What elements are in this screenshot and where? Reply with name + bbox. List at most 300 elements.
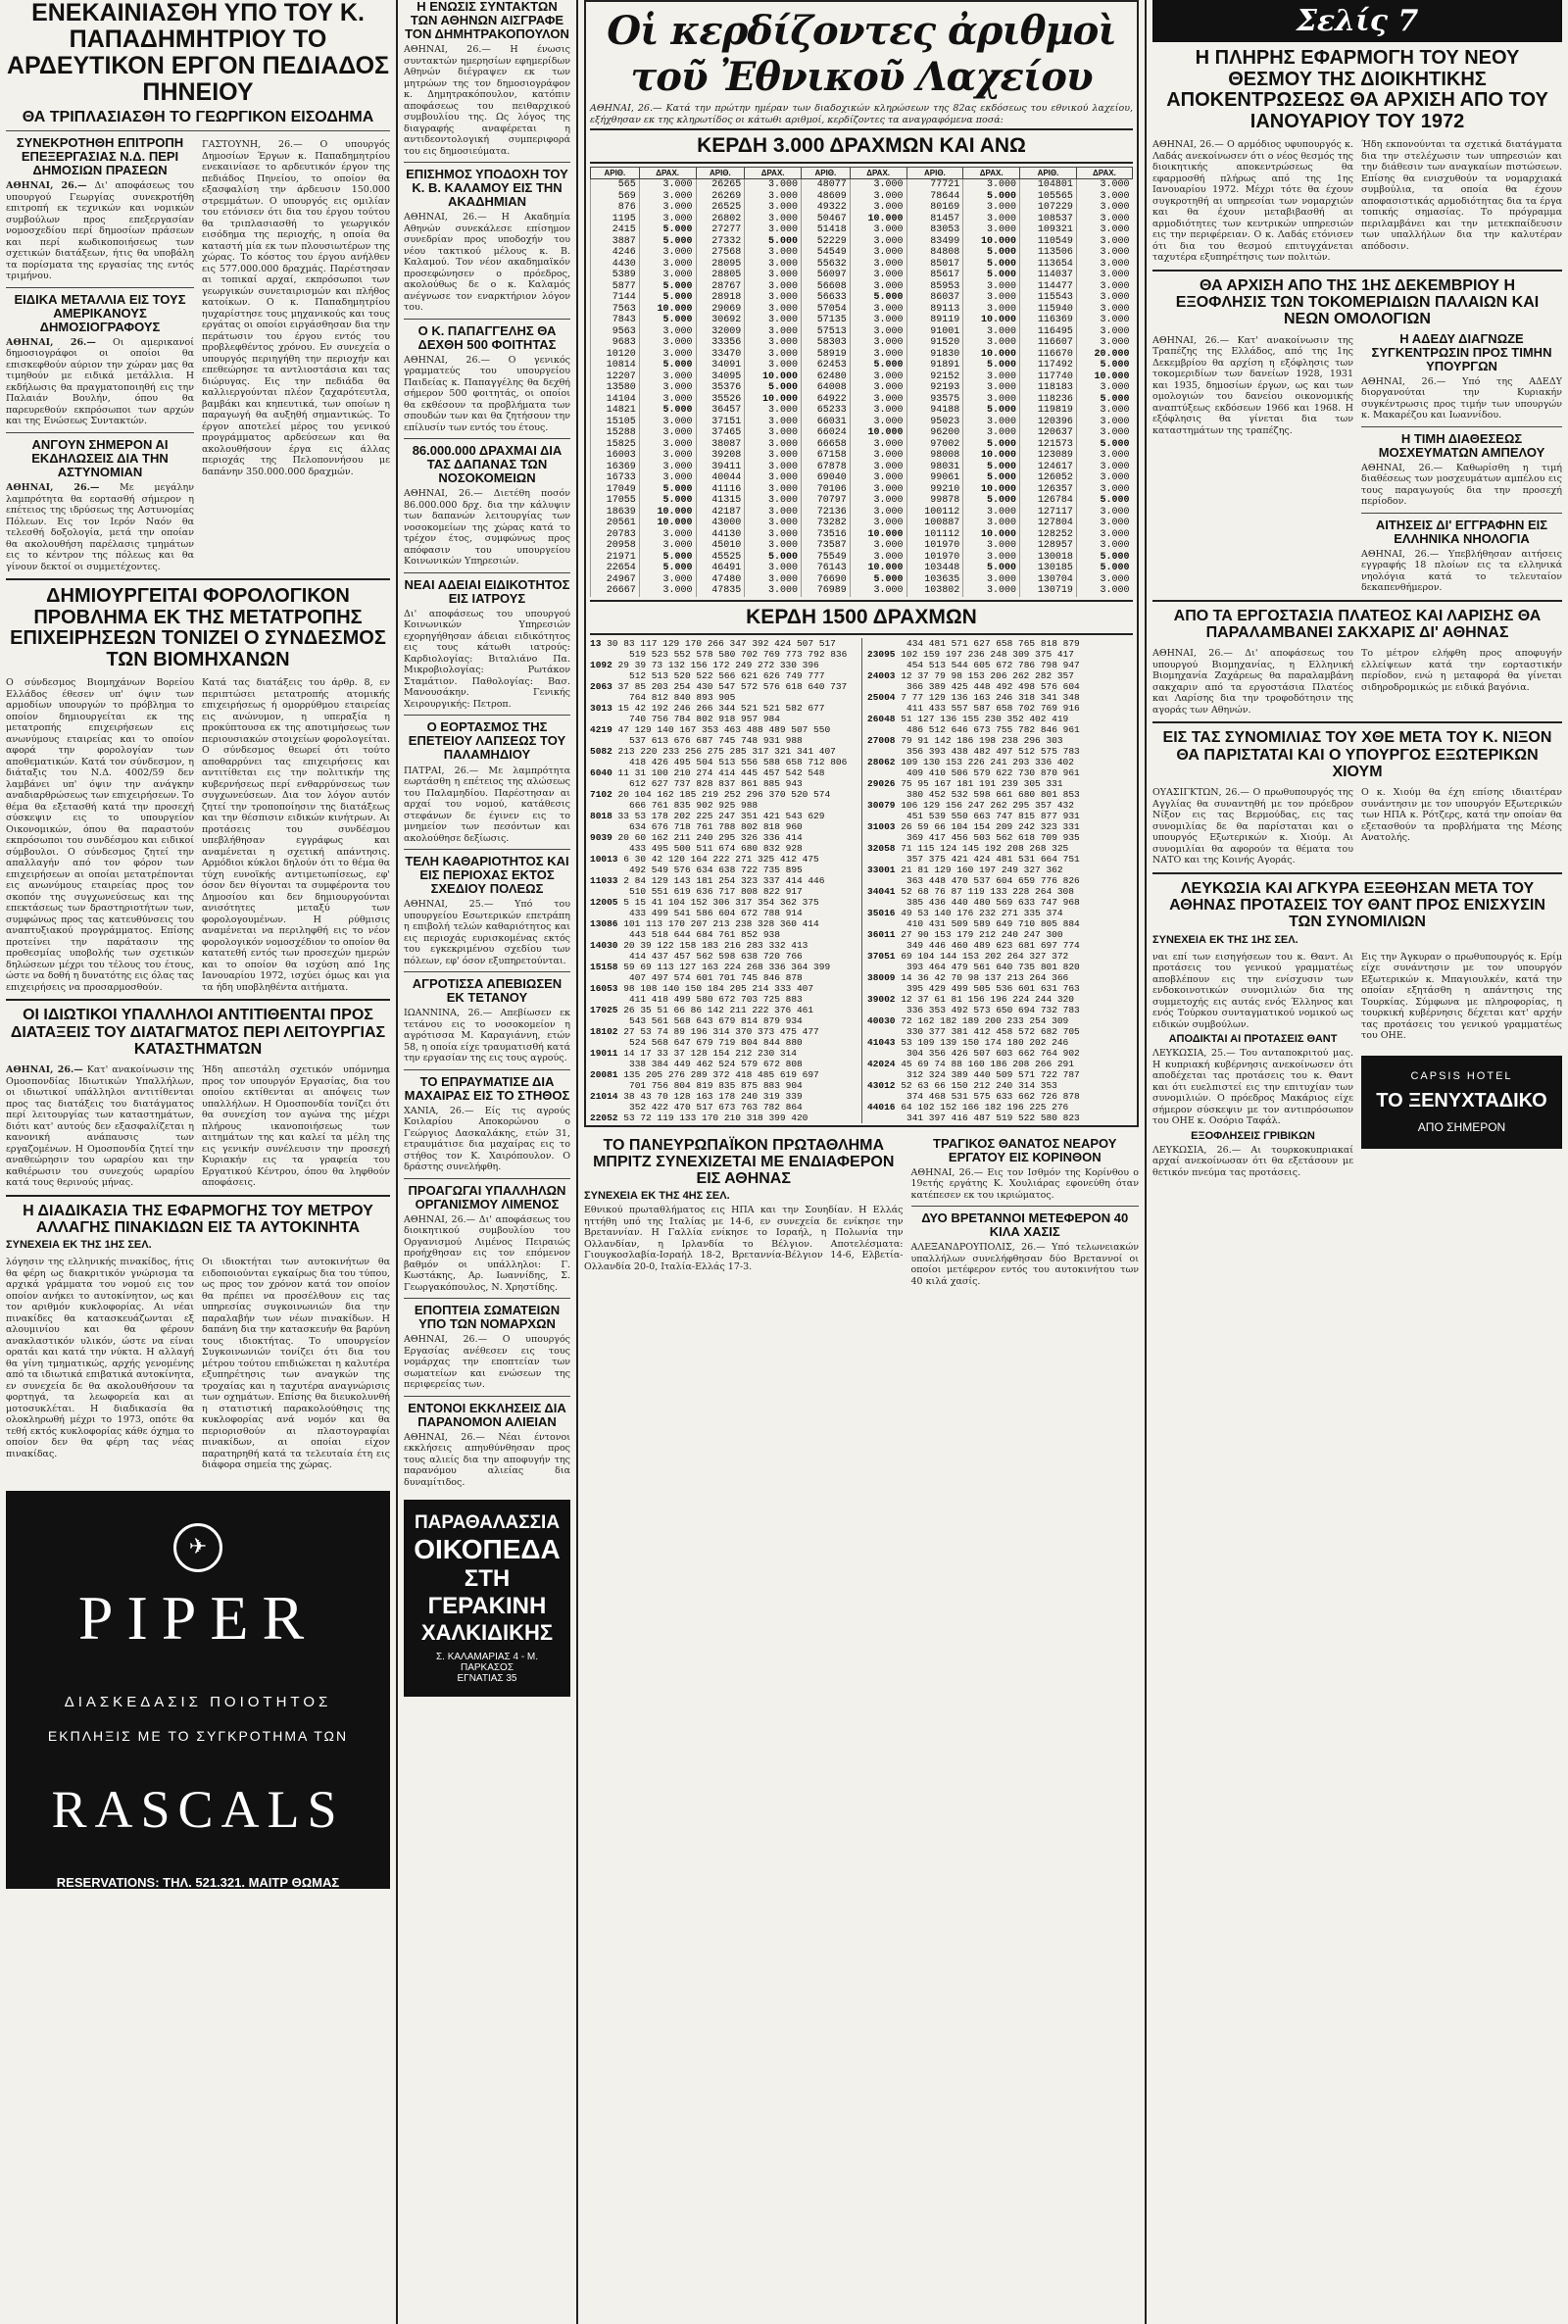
ticket-number: 14104 [591,394,640,406]
prize-amount: 3.000 [850,236,906,248]
table-row [591,585,1133,597]
ticket-number: 100112 [906,507,963,519]
table-row [591,563,1133,574]
prize-amount: 3.000 [963,202,1020,214]
prize-amount: 3.000 [1076,224,1132,236]
prize-amount: 3.000 [1076,585,1132,597]
headline-cleaning-fees: ΤΕΛΗ ΚΑΘΑΡΙΟΤΗΤΟΣ ΚΑΙ ΕΙΣ ΠΕΡΙΟΧΑΣ ΕΚΤΟΣ ΣΧΕΔΙΟΥ ΠΟΛΕΩΣ [405,854,569,897]
ticket-number: 15825 [591,439,640,451]
ticket-number: 52229 [802,236,851,248]
number-suffixes: 71 115 124 145 192 208 268 325 [901,842,1069,854]
prize-amount: 3.000 [850,552,906,564]
number-suffixes: 7 77 129 136 163 246 318 341 348 [901,691,1080,703]
prize-amount: 3.000 [1076,518,1132,529]
ad-logo-icon: ✈ [173,1523,222,1572]
ticket-number: 58919 [802,349,851,361]
ticket-number: 85617 [906,270,963,281]
prize-amount: 3.000 [850,439,906,451]
list-item [867,1091,1133,1102]
number-suffixes: 411 418 499 580 672 703 725 883 [629,993,803,1005]
ticket-number: 17049 [591,484,640,496]
prize-amount: 5.000 [639,495,696,507]
list-item [867,821,1133,832]
ticket-number: 101970 [906,540,963,552]
prize-amount: 3.000 [745,292,802,304]
table-row [591,427,1133,439]
prize-amount: 3.000 [639,540,696,552]
number-suffixes: 433 499 541 586 604 672 788 914 [629,907,803,918]
prize-amount: 3.000 [850,349,906,361]
number-suffixes: 109 130 153 226 241 293 336 402 [901,756,1074,767]
prize-amount: 3.000 [850,382,906,394]
list-item [590,638,856,649]
number-suffixes: 330 377 381 412 458 572 682 705 [906,1025,1080,1037]
ticket-number: 45525 [696,552,745,564]
subheading: ΕΞΟΦΛΗΣΕΙΣ ΓΡΙΒΙΚΩΝ [1191,1129,1315,1142]
list-item [590,1069,856,1080]
ticket-number: 15105 [591,417,640,428]
table-row [591,574,1133,586]
list-item [867,865,1133,875]
list-item [867,757,1133,767]
headline-bridge: ΤΟ ΠΑΝΕΥΡΩΠΑΪΚΟΝ ΠΡΩΤΑΘΛΗΜΑ ΜΠΡΙΤΖ ΣΥΝΕΧΙΖΕΤΑΙ ΜΕ ΕΝΔΙΑΦΕΡΟΝ ΕΙΣ ΑΘΗΝΑΣ [593,1136,895,1188]
list-item [867,972,1133,983]
prize-amount: 3.000 [745,462,802,473]
number-suffixes: 357 375 421 424 481 531 664 751 [906,853,1080,865]
ticket-number: 38087 [696,439,745,451]
list-item [590,821,856,832]
list-item [590,940,856,951]
number-suffixes: 701 756 804 819 835 875 883 904 [629,1079,803,1091]
prize-amount: 5.000 [963,360,1020,371]
number-suffixes: 764 812 840 893 905 [629,691,736,703]
list-item [867,1069,1133,1080]
number-suffixes: 543 561 568 643 679 814 879 934 [629,1014,803,1026]
list-item [867,1080,1133,1091]
prize-amount: 5.000 [745,382,802,394]
number-suffixes: 27 53 74 89 196 314 370 373 475 477 [623,1025,819,1037]
table-row [591,179,1133,191]
ticket-number: 9563 [591,326,640,338]
list-item [867,1113,1133,1123]
prize-amount: 5.000 [745,552,802,564]
number-suffixes: 443 518 644 684 761 852 938 [629,928,780,940]
prefix-number: 35016 [867,907,902,918]
headline-sugar: ΑΠΟ ΤΑ ΕΡΓΟΣΤΑΣΙΑ ΠΛΑΤΕΟΣ ΚΑΙ ΛΑΡΙΣΗΣ ΘΑ ΠΑΡΑΛΑΜΒΑΝΕΙ ΣΑΚΧΑΡΙΣ ΔΙ' ΑΘΗΝΑΣ [1173,607,1542,642]
article-body: ΑΘΗΝΑΙ, 26.— Κατ' ανακοίνωσιν της Τραπέζης της Ελλάδος, από της 1ης Δεκεμβρίου θα αρχίση η εξόφλησις των τοκομεριδίων των δανείων 1928, 1931 και 1935, δημοσίων έργων, ως και των ομολογιών του δανείου οικονομικής αναπτύξεως εκδόσεων 1966 και 1968. Η εξόφλησις θα γίνεται δια των καταστημάτων της τραπέζης. [1152,334,1353,436]
ticket-number: 115543 [1020,292,1077,304]
prize-amount: 3.000 [963,179,1020,191]
prize-amount: 5.000 [745,236,802,248]
prize-amount: 5.000 [1076,439,1132,451]
prize-amount: 3.000 [963,371,1020,383]
prize-amount: 3.000 [850,585,906,597]
prefix-number: 40030 [867,1014,902,1026]
number-suffixes: 341 397 416 487 519 522 580 823 [906,1112,1080,1123]
list-item [590,778,856,789]
prize-amount: 3.000 [1076,405,1132,417]
article-body: ΑΘΗΝΑΙ, 26.— Νέαι έντονοι εκκλήσεις απηυθύνθησαν προς τους αλιείς δια την αποφυγήν της παρανόμου αλιείας δια δυναμίτιδος. [404,1431,570,1488]
number-suffixes: 38 43 70 128 163 178 240 319 339 [623,1090,803,1102]
ticket-number: 130704 [1020,574,1077,586]
table-row [591,304,1133,316]
number-suffixes: 451 539 550 663 747 815 877 931 [906,810,1080,821]
ad-capsis-hotel: CAPSIS HOTEL ΤΟ ΞΕΝΥΧΤΑΔΙΚΟ ΑΠΟ ΣΗΜΕΡΟΝ [1361,1056,1562,1149]
prize-amount: 3.000 [850,179,906,191]
prize-amount: 5.000 [963,259,1020,271]
number-suffixes: 349 446 460 489 623 681 697 774 [906,939,1080,951]
prize-amount: 3.000 [1076,574,1132,586]
prize-amount: 5.000 [963,270,1020,281]
prize-amount: 10.000 [963,315,1020,326]
ticket-number: 84808 [906,247,963,259]
ticket-number: 39411 [696,462,745,473]
ticket-number: 14821 [591,405,640,417]
prize-amount: 3.000 [639,202,696,214]
number-suffixes: 519 523 552 578 580 702 769 773 792 836 [629,648,848,660]
ticket-number: 35376 [696,382,745,394]
ticket-number: 103802 [906,585,963,597]
prefix-number: 9039 [590,831,618,843]
lottery-intro: ΑΘΗΝΑΙ, 26.— Κατά την πρώτην ημέραν των διαδοχικών κληρώσεων της 82ας εκδόσεως του εθνικού λαχείου, εξήχθησαν εκ της κληρωτίδος οι κάτωθι αριθμοί, κερδίζοντες τα αναγραφόμενα ποσά: [590,103,1133,125]
table-row [591,507,1133,519]
subheading: ΑΠΟΔΙΚΤΑΙ ΑΙ ΠΡΟΤΑΣΕΙΣ ΘΑΝΤ [1168,1033,1338,1046]
headline-port-staff: ΠΡΟΑΓΩΓΑΙ ΥΠΑΛΛΗΛΩΝ ΟΡΓΑΝΙΣΜΟΥ ΛΙΜΕΝΟΣ [408,1182,566,1211]
list-item [590,908,856,918]
number-suffixes: 14 17 33 37 128 154 212 230 314 [623,1047,797,1059]
prize-amount: 3.000 [1076,484,1132,496]
ticket-number: 85017 [906,259,963,271]
ticket-number: 40044 [696,472,745,484]
prize-amount: 3.000 [639,337,696,349]
ticket-number: 56633 [802,292,851,304]
prize-amount: 3.000 [963,337,1020,349]
headline-tax-problem: ΔΗΜΙΟΥΡΓΕΙΤΑΙ ΦΟΡΟΛΟΓΙΚΟΝ ΠΡΟΒΛΗΜΑ ΕΚ ΤΗΣ ΜΕΤΑΤΡΟΠΗΣ ΕΠΙΧΕΙΡΗΣΕΩΝ ΤΟΝΙΖΕΙ Ο ΣΥΝΔΕΣΜΟΣ ΤΩΝ ΒΙΟΜΗΧΑΝΩΝ [10,585,386,670]
ticket-number: 114477 [1020,281,1077,293]
ticket-number: 4430 [591,259,640,271]
prize-amount: 3.000 [745,270,802,281]
number-suffixes: 492 549 576 634 638 722 735 895 [629,864,803,875]
prize-amount: 3.000 [1076,462,1132,473]
number-suffixes: 52 63 66 150 212 240 314 353 [901,1079,1057,1091]
continuation-label: ΣΥΝΕΧΕΙΑ ΕΚ ΤΗΣ 1ΗΣ ΣΕΛ. [6,1239,152,1252]
ticket-number: 26265 [696,179,745,191]
prize-amount: 3.000 [745,326,802,338]
number-suffixes: 37 85 203 254 430 547 572 576 618 640 737 [617,680,848,692]
prize-amount: 10.000 [745,371,802,383]
prize-amount: 3.000 [639,382,696,394]
ticket-number: 66024 [802,427,851,439]
ticket-number: 86037 [906,292,963,304]
number-suffixes: 102 159 197 236 248 309 375 417 [901,648,1074,660]
ticket-number: 110549 [1020,236,1077,248]
prize-amount: 3.000 [1076,259,1132,271]
prefix-number: 10013 [590,853,624,865]
prize-amount: 5.000 [963,247,1020,259]
prize-amount: 10.000 [639,304,696,316]
ticket-number: 35526 [696,394,745,406]
article-body: Ο σύνδεσμος Βιομηχάνων Βορείου Ελλάδος έθεσεν υπ' όψιν των αρμοδίων υπουργών το πρόβλημα το οποίον δημιουργείται εκ της μετατροπής επιχειρήσεων εις ανωνύμους εταιρείας και το οποίον αφορά την φορολογίαν των αποθεματικών. Κατά τον σύνδεσμον, η διάταξις του Ν.Δ. 4002/59 δεν λαμβάνει υπ' όψιν την ανάγκην αναδιαρθρώσεως των επιχειρήσεων. Το θέμα θα εξετασθή κατά την προσεχή σύσκεψιν εις το υπουργείον Οικονομικών, όπου θα παραστούν εκπρόσωποι του συνδέσμου και ειδικοί σύμβουλοι. Ο σύνδεσμος ζητεί την απαλλαγήν από τον φόρον των επιχειρήσεων αι οποίαι μετατρέπονται εις ανωνύμους εταιρείας προς τον σκοπόν της συγχωνεύσεως και της επεκτάσεως των δραστηριοτήτων των, συμφώνως προς τας κατευθύνσεις του αναπτυξιακού προγράμματος. Επίσης προτείνει την παράτασιν της προθεσμίας υποβολής των σχετικών δηλώσεων μέχρι του τέλους του έτους, ώστε να δοθή η δυνατότης εις όλας τας επιχειρήσεις να προσαρμοσθούν. [6,677,194,993]
ticket-number: 55632 [802,259,851,271]
prize-amount: 3.000 [1076,450,1132,462]
ticket-number: 75549 [802,552,851,564]
ticket-number: 92193 [906,382,963,394]
article-body: ΑΘΗΝΑΙ, 26.— Κατ' ανακοίνωσιν της Ομοσπονδίας Ιδιωτικών Υπαλλήλων, οι ιδιωτικοί υπάλληλοι αντιτίθενται προς τας διατάξεις του διατάγματος περί λειτουργίας των καταστημάτων, διότι κατ' αυτούς δεν εξασφαλίζεται η κανονική ανάπαυσις των εργαζομένων. Η Ομοσπονδία ζητεί την αναθεώρησιν του ωραρίου και την καθιέρωσιν του συνεχούς ωραρίου κατά τους θερινούς μήνας. [6,1064,195,1189]
list-item [867,735,1133,746]
ticket-number: 73516 [802,529,851,541]
headline-tetanus: ΑΓΡΟΤΙΣΣΑ ΑΠΕΒΙΩΣΕΝ ΕΚ ΤΕΤΑΝΟΥ [412,976,563,1006]
lottery-section [584,0,1139,2324]
number-suffixes: 11 31 100 210 274 414 445 457 542 548 [617,766,825,778]
ticket-number: 64008 [802,382,851,394]
table-row [591,405,1133,417]
prize-amount: 5.000 [963,405,1020,417]
ticket-number: 7843 [591,315,640,326]
ticket-number: 10814 [591,360,640,371]
prize-amount: 5.000 [639,315,696,326]
table-row [591,270,1133,281]
headline-ship-registry: ΑΙΤΗΣΕΙΣ ΔΙ' ΕΓΓΡΑΦΗΝ ΕΙΣ ΕΛΛΗΝΙΚΑ ΝΗΟΛΟΓΙΑ [1375,517,1548,546]
prize-amount: 10.000 [639,507,696,519]
prize-amount: 5.000 [1076,563,1132,574]
prize-amount: 5.000 [850,292,906,304]
prize-amount: 10.000 [850,427,906,439]
list-item [590,767,856,778]
prize-amount: 20.000 [1076,349,1132,361]
ticket-number: 10120 [591,349,640,361]
number-suffixes: 12 37 61 81 156 196 224 244 320 [901,993,1074,1005]
list-item [590,994,856,1005]
prize-amount: 5.000 [639,360,696,371]
number-suffixes: 21 81 129 160 197 249 327 362 [901,864,1063,875]
ticket-number: 113506 [1020,247,1077,259]
prize-amount: 3.000 [639,585,696,597]
ticket-number: 124617 [1020,462,1077,473]
prize-amount: 3.000 [963,552,1020,564]
ticket-number: 72136 [802,507,851,519]
list-item [867,811,1133,821]
column-header: ΔΡΑΧ. [1076,168,1132,179]
ticket-number: 116607 [1020,337,1077,349]
article-body: ΑΘΗΝΑΙ, 26.— Καθωρίσθη η τιμή διαθέσεως των μοσχευμάτων αμπέλου εις τους παραγωγούς δια την προσεχή περίοδον. [1361,462,1562,508]
prefix-number: 41043 [867,1036,902,1048]
list-item [867,724,1133,735]
list-item [590,1080,856,1091]
prize-amount: 10.000 [745,394,802,406]
list-item [867,875,1133,886]
prize-amount: 3.000 [850,371,906,383]
prize-amount: 3.000 [745,495,802,507]
prefix-number: 28062 [867,756,902,767]
list-item [590,962,856,972]
prize-amount: 3.000 [850,518,906,529]
table-row [591,349,1133,361]
number-suffixes: 369 417 456 503 562 618 709 935 [906,831,1080,843]
ticket-number: 41116 [696,484,745,496]
continuation-label: ΣΥΝΕΧΕΙΑ ΕΚ ΤΗΣ 4ΗΣ ΣΕΛ. [584,1190,730,1203]
ticket-number: 27277 [696,224,745,236]
number-suffixes: 33 53 178 202 225 247 351 421 543 629 [617,810,825,821]
ticket-number: 118236 [1020,394,1077,406]
prize-amount: 3.000 [745,202,802,214]
article-body: ΙΩΑΝΝΙΝΑ, 26.— Απεβίωσεν εκ τετάνου εις το νοσοκομείον η αγρότισσα Μ. Καραγιάννη, ετών 58, η οποία είχε τραυματισθή κατά την εργασίαν της εις τους αγρούς. [404,1008,570,1064]
ticket-number: 98031 [906,462,963,473]
number-suffixes: 407 497 574 601 701 745 846 878 [629,971,803,983]
ticket-number: 116369 [1020,315,1077,326]
list-item [867,649,1133,660]
prize-amount: 3.000 [850,507,906,519]
table-row [591,462,1133,473]
ticket-number: 91520 [906,337,963,349]
prize-amount: 3.000 [1076,315,1132,326]
prize-amount: 5.000 [963,439,1020,451]
number-suffixes: 524 568 647 679 719 804 844 880 [629,1036,803,1048]
article-body: ΛΕΥΚΩΣΙΑ, 25.— Του ανταποκριτού μας. Η κυπριακή κυβέρνησις ανεκοίνωσεν ότι αποδέχεται τας προτάσεις του κ. Θαντ και ότι ευελπιστεί εις την επιτυχίαν των συνομιλιών. Ο πρόεδρος Μακάριος είχε σήμερον σύσκεψιν με τον αντιπρόσωπον του ΟΗΕ κ. Οσόριο Ταφάλ. [1152,1048,1353,1127]
prize-amount: 3.000 [1076,540,1132,552]
prize-amount: 5.000 [639,405,696,417]
headline-license-plates: Η ΔΙΑΔΙΚΑΣΙΑ ΤΗΣ ΕΦΑΡΜΟΓΗΣ ΤΟΥ ΜΕΤΡΟΥ ΑΛΛΑΓΗΣ ΠΙΝΑΚΙΔΩΝ ΕΙΣ ΤΑ ΑΥΤΟΚΙΝΗΤΑ [23,1202,373,1236]
number-suffixes: 15 42 192 246 266 344 521 521 582 677 [617,702,825,714]
prize-amount: 3.000 [745,281,802,293]
headline-worker-death: ΤΡΑΓΙΚΟΣ ΘΑΝΑΤΟΣ ΝΕΑΡΟΥ ΕΡΓΑΤΟΥ ΕΙΣ ΚΟΡΙΝΘΟΝ [933,1135,1117,1164]
ticket-number: 96200 [906,427,963,439]
ticket-number: 76143 [802,563,851,574]
ticket-number: 12207 [591,371,640,383]
number-suffixes: 385 436 440 480 569 633 747 968 [906,896,1080,908]
list-item [590,865,856,875]
headline-journalists: Η ΕΝΩΣΙΣ ΣΥΝΤΑΚΤΩΝ ΤΩΝ ΑΘΗΝΩΝ ΑΙΣΓΡΑΦΕ ΤΟΝ ΔΗΜΗΤΡΑΚΟΠΟΥΛΟΝ [405,0,569,42]
number-suffixes: 363 448 470 537 604 659 776 826 [906,874,1080,886]
prize-amount: 3.000 [1076,292,1132,304]
ticket-number: 16733 [591,472,640,484]
prefix-number: 6040 [590,766,618,778]
article-body: ΑΘΗΝΑΙ, 26.— Διετέθη ποσόν 86.000.000 δρχ. δια την κάλυψιν των δαπανών λειτουργίας των νοσοκομείων της χώρας κατά το τρέχον έτος, συμφώνως προς απόφασιν του υπουργείου Κοινωνικών Υπηρεσιών. [404,488,570,568]
headline-adedy: Η ΑΔΕΔΥ ΔΙΑΓΝΩΖΕ ΣΥΓΚΕΝΤΡΩΣΙΝ ΠΡΟΣ ΤΙΜΗΝ ΥΠΟΥΡΓΩΝ [1371,330,1552,373]
prefix-number: 29026 [867,777,902,789]
list-item [867,1026,1133,1037]
prize-amount: 3.000 [963,382,1020,394]
ticket-number: 17055 [591,495,640,507]
prize-amount: 5.000 [639,224,696,236]
prize-amount: 3.000 [963,304,1020,316]
ticket-number: 57054 [802,304,851,316]
ticket-number: 130719 [1020,585,1077,597]
article-body: ΑΘΗΝΑΙ, 26.— Οι αμερικανοί δημοσιογράφοι οι οποίοι θα επισκεφθούν αύριον την χώραν μας θα τιμηθούν με ειδικά μετάλλια. Η εκδήλωσις θα πραγματοποιηθή εις την Παλαιάν Βουλήν, όπου θα παρευρεθούν εκπρόσωποι των αρχών και της Ενώσεως Συντακτών. [6,336,194,427]
prize-amount: 3.000 [963,394,1020,406]
article-body: ναι επί των εισηγήσεων του κ. Θαντ. Αι προτάσεις του γενικού γραμματέως αποβλέπουν εις την ενίσχυσιν των ενδοκοινοτικών συνομιλιών δια της συμμετοχής εις αυτάς ενός Έλληνος και ενός Τούρκου συνταγματικού νομικού ως ειδικών συμβούλων. [1152,951,1353,1030]
prize-amount: 3.000 [850,495,906,507]
article-body: Ο κ. Χιούμ θα έχη επίσης ιδιαιτέραν συνάντησιν με τον υπουργόν Εξωτερικών των ΗΠΑ κ. Ρότζερς, κατά την οποίαν θα εξετασθούν τα προβλήματα της Μέσης Ανατολής. [1361,787,1562,844]
prize-amount: 3.000 [745,563,802,574]
ticket-number: 98008 [906,450,963,462]
number-suffixes: 135 205 276 289 372 418 485 619 697 [623,1068,819,1080]
prize-amount: 3.000 [963,507,1020,519]
ticket-number: 57513 [802,326,851,338]
list-item [590,1015,856,1026]
column-2 [404,0,570,2324]
prize-amount: 3.000 [850,247,906,259]
ticket-number: 116495 [1020,326,1077,338]
prefix-number: 13 [590,637,608,649]
prize-amount: 5.000 [639,292,696,304]
list-item [590,724,856,735]
list-item [590,703,856,714]
number-suffixes: 20 104 162 185 219 252 296 370 520 574 [617,788,831,800]
number-suffixes: 634 676 718 761 788 802 818 960 [629,820,803,832]
list-item [867,681,1133,692]
ticket-number: 108537 [1020,214,1077,225]
prize-amount: 3.000 [963,518,1020,529]
prize-amount: 3.000 [639,259,696,271]
prize-amount: 5.000 [1076,360,1132,371]
list-item [867,962,1133,972]
subheadline-income: ΘΑ ΤΡΙΠΛΑΣΙΑΣΘΗ ΤΟ ΓΕΩΡΓΙΚΟΝ ΕΙΣΟΔΗΜΑ [22,109,374,125]
prize-amount: 10.000 [963,450,1020,462]
prize-amount: 3.000 [745,585,802,597]
prize-amount: 3.000 [1076,337,1132,349]
prize-amount: 3.000 [850,326,906,338]
prefix-number: 37051 [867,950,902,962]
article-body: ΑΘΗΝΑΙ, 26.— Υπό της ΑΔΕΔΥ διοργανούται την Κυριακήν συγκέντρωσις προς τιμήν των υπουργών κ. Μακαρέζου και Ιωαννίδου. [1361,375,1562,421]
prefix-number: 33001 [867,864,902,875]
article-body: Το μέτρον ελήφθη προς αποφυγήν ελλείψεων κατά την εορταστικήν περίοδον, ενώ η μεταφορά θα γίνεται σιδηροδρομικώς με ειδικά βαγόνια. [1361,648,1562,693]
table-row [591,382,1133,394]
prize-amount: 3.000 [850,270,906,281]
column-5 [1152,0,1562,2324]
ticket-number: 20958 [591,540,640,552]
prefix-number: 8018 [590,810,618,821]
ticket-number: 103635 [906,574,963,586]
number-suffixes: 59 69 113 127 163 224 268 336 364 399 [623,961,831,972]
table-row [591,450,1133,462]
ticket-number: 65233 [802,405,851,417]
prefix-number: 3013 [590,702,618,714]
prefix-number: 25004 [867,691,902,703]
list-item [867,660,1133,670]
ticket-number: 77721 [906,179,963,191]
prize-amount: 5.000 [850,574,906,586]
number-suffixes: 26 59 66 104 154 209 242 323 331 [901,820,1080,832]
article-body: ΑΛΕΞΑΝΔΡΟΥΠΟΛΙΣ, 26.— Υπό τελωνειακών υπαλλήλων συνελήφθησαν δύο Βρεταννοί οι οποίοι μετέφερον εντός του αυτοκινήτου των 40 κιλά χασίς. [910,1242,1139,1287]
ticket-number: 44130 [696,529,745,541]
number-suffixes: 20 60 162 211 240 295 326 336 414 [617,831,803,843]
prize-amount: 3.000 [850,315,906,326]
ticket-number: 89113 [906,304,963,316]
ticket-number: 42187 [696,507,745,519]
number-suffixes: 27 90 153 179 212 240 247 300 [901,928,1063,940]
headline-irrigation: ΕΝΕΚΑΙΝΙΑΣΘΗ ΥΠΟ ΤΟΥ Κ. ΠΑΠΑΔΗΜΗΤΡΙΟΥ ΤΟ ΑΡΔΕΥΤΙΚΟΝ ΕΡΓΟΝ ΠΕΔΙΑΔΟΣ ΠΗΝΕΙΟΥ [6,0,390,106]
ticket-number: 58303 [802,337,851,349]
column-rule [576,0,578,2324]
prefix-number: 22052 [590,1112,624,1123]
prefix-number: 14030 [590,939,624,951]
number-suffixes: 433 495 500 511 674 680 832 928 [629,842,803,854]
prize-amount: 3.000 [1076,202,1132,214]
ticket-number: 92152 [906,371,963,383]
list-item [590,660,856,670]
prize-amount: 3.000 [745,360,802,371]
prize-amount: 5.000 [850,360,906,371]
number-suffixes: 75 95 167 181 191 239 305 331 [901,777,1063,789]
prize-amount: 3.000 [963,292,1020,304]
list-item [590,1102,856,1113]
ticket-number: 18639 [591,507,640,519]
column-rule [396,0,398,2324]
ticket-number: 67158 [802,450,851,462]
prize-amount: 10.000 [963,349,1020,361]
number-suffixes: 49 53 140 176 232 271 335 374 [901,907,1063,918]
number-suffixes: 393 464 479 561 640 735 801 820 [906,961,1080,972]
